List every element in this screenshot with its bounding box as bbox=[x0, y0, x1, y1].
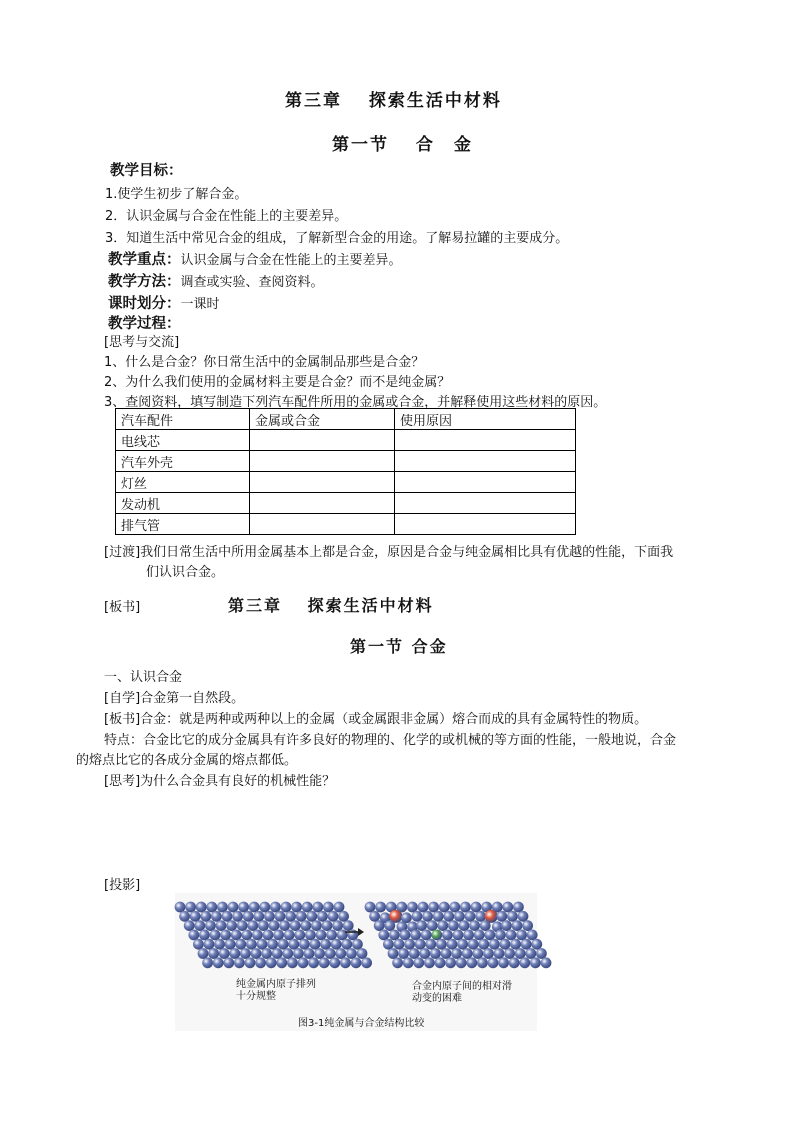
pure-metal-atom bbox=[270, 902, 281, 913]
alloy-atom bbox=[474, 930, 485, 941]
pure-metal-atom bbox=[317, 911, 328, 922]
alloy-atom bbox=[404, 939, 415, 950]
method-text: 调查或实验、查阅资料。 bbox=[180, 275, 324, 290]
pure-metal-atom bbox=[278, 939, 289, 950]
alloy-atom bbox=[506, 930, 517, 941]
pure-metal-atom bbox=[241, 930, 252, 941]
pure-metal-atom bbox=[329, 957, 340, 968]
pure-metal-atom bbox=[196, 902, 207, 913]
alloy-atom bbox=[449, 902, 460, 913]
pure-metal-atom bbox=[322, 920, 333, 931]
goals-heading: 教学目标： bbox=[110, 163, 183, 179]
pure-metal-atom bbox=[298, 957, 309, 968]
projection-tag: [投影] bbox=[104, 878, 141, 893]
pure-metal-atom bbox=[228, 902, 239, 913]
alloy-atom bbox=[447, 939, 458, 950]
alloy-atom bbox=[500, 939, 511, 950]
section-title: 第一节 合 金 bbox=[332, 135, 473, 155]
definition-line: [板书]合金：就是两种或两种以上的金属（或金属跟非金属）熔合而成的具有金属特性的物质。 bbox=[104, 712, 648, 727]
pure-metal-atom bbox=[310, 939, 321, 950]
pure-metal-atom bbox=[357, 948, 368, 959]
alloy-atom bbox=[428, 902, 439, 913]
pure-metal-atom bbox=[352, 939, 363, 950]
pure-metal-atom bbox=[245, 957, 256, 968]
alloy-atom bbox=[422, 911, 433, 922]
alloy-atom bbox=[504, 948, 515, 959]
pure-metal-atom bbox=[304, 948, 315, 959]
alloy-atom bbox=[374, 920, 385, 931]
pure-metal-atom bbox=[273, 930, 284, 941]
pure-metal-atom bbox=[325, 948, 336, 959]
pure-metal-atom bbox=[300, 920, 311, 931]
pure-metal-atom bbox=[249, 902, 260, 913]
board-section-title: 第一节 合金 bbox=[350, 637, 448, 656]
alloy-atom bbox=[378, 930, 389, 941]
alloy-atom bbox=[456, 957, 467, 968]
alloy-atom bbox=[489, 939, 500, 950]
alloy-atom bbox=[442, 930, 453, 941]
pure-metal-atom bbox=[291, 902, 302, 913]
alloy-atom bbox=[451, 948, 462, 959]
alloy-atom bbox=[407, 902, 418, 913]
pure-metal-atom bbox=[276, 957, 287, 968]
alloy-atom bbox=[522, 920, 533, 931]
pure-metal-atom bbox=[308, 957, 319, 968]
alloy-atom bbox=[462, 948, 473, 959]
alloy-atom bbox=[507, 911, 518, 922]
hours-label: 课时划分： bbox=[108, 296, 181, 312]
content-heading: 一、认识合金 bbox=[104, 670, 183, 685]
pure-metal-atom bbox=[320, 939, 331, 950]
alloy-atom bbox=[365, 902, 376, 913]
goal-item-1: 1.使学生初步了解合金。 bbox=[105, 187, 248, 202]
alloy-atom bbox=[398, 948, 409, 959]
alloy-atom bbox=[475, 911, 486, 922]
pure-metal-atom bbox=[296, 911, 307, 922]
alloy-atom bbox=[412, 911, 423, 922]
alloy-atom bbox=[510, 939, 521, 950]
alloy-atom bbox=[430, 948, 441, 959]
alloy-atom bbox=[445, 957, 456, 968]
pure-metal-atom bbox=[194, 920, 205, 931]
pure-metal-atom bbox=[193, 939, 204, 950]
alloy-atom bbox=[409, 948, 420, 959]
alloy-atom bbox=[424, 957, 435, 968]
pure-metal-atom bbox=[211, 911, 222, 922]
alloy-atom bbox=[448, 920, 459, 931]
alloy-atom bbox=[488, 957, 499, 968]
alloy-atom bbox=[383, 939, 394, 950]
arrow-head-icon bbox=[358, 928, 364, 936]
goal-item-3: 3．知道生活中常见合金的组成，了解新型合金的用途。了解易拉罐的主要成分。 bbox=[105, 231, 569, 246]
question-2: 2、为什么我们使用的金属材料主要是合金？而不是纯金属？ bbox=[104, 375, 451, 390]
pure-metal-atom bbox=[332, 920, 343, 931]
pure-metal-atom bbox=[206, 902, 217, 913]
pure-metal-atom bbox=[311, 920, 322, 931]
pure-metal-atom bbox=[175, 902, 186, 913]
alloy-atom bbox=[496, 911, 507, 922]
think-question: [思考]为什么合金具有良好的机械性能？ bbox=[104, 774, 336, 789]
alloy-atom bbox=[433, 911, 444, 922]
alloy-atom bbox=[437, 920, 448, 931]
pure-metal-atom bbox=[243, 911, 254, 922]
pure-metal-atom bbox=[237, 920, 248, 931]
pure-metal-atom bbox=[281, 902, 292, 913]
pure-metal-atom bbox=[246, 939, 257, 950]
pure-metal-atom bbox=[229, 948, 240, 959]
pure-metal-atom bbox=[316, 930, 327, 941]
alloy-atom bbox=[466, 957, 477, 968]
alloy-atom bbox=[472, 948, 483, 959]
pure-metal-atom bbox=[293, 948, 304, 959]
alloy-atom bbox=[513, 902, 524, 913]
alloy-atom bbox=[478, 939, 489, 950]
pure-metal-atom bbox=[328, 911, 339, 922]
pure-metal-atom bbox=[305, 930, 316, 941]
pure-metal-atom bbox=[231, 930, 242, 941]
pure-metal-atom bbox=[259, 902, 270, 913]
pure-metal-atom bbox=[288, 939, 299, 950]
alloy-atom bbox=[460, 902, 471, 913]
alloy-atom bbox=[410, 930, 421, 941]
alloy-atom bbox=[369, 911, 380, 922]
pure-metal-atom bbox=[258, 920, 269, 931]
pure-metal-atom bbox=[217, 902, 228, 913]
alloy-atom bbox=[415, 939, 426, 950]
pure-metal-atom bbox=[253, 911, 264, 922]
pure-metal-atom bbox=[214, 939, 225, 950]
alloy-atom bbox=[501, 920, 512, 931]
alloy-atom bbox=[465, 911, 476, 922]
alloy-atom bbox=[421, 930, 432, 941]
alloy-atom bbox=[484, 930, 495, 941]
feature-line-1: 特点：合金比它的成分金属具有许多良好的物理的、化学的或机械的等方面的性能，一般地说，合金 bbox=[104, 733, 677, 748]
figure-caption: 图3-1纯金属与合金结构比较 bbox=[298, 1018, 425, 1029]
pure-metal-atom bbox=[341, 939, 352, 950]
pure-metal-atom bbox=[247, 920, 258, 931]
alloy-atom bbox=[471, 902, 482, 913]
feature-line-2: 的熔点比它的各成分金属的熔点都低。 bbox=[76, 753, 298, 768]
pure-metal-atom bbox=[213, 957, 224, 968]
pure-metal-atom bbox=[335, 948, 346, 959]
alloy-atom bbox=[419, 948, 430, 959]
table-cell: 发动机 bbox=[116, 493, 250, 514]
pure-metal-atom bbox=[351, 957, 362, 968]
pure-metal-atom bbox=[219, 948, 230, 959]
alloy-atom bbox=[454, 911, 465, 922]
table-cell: 电线芯 bbox=[116, 430, 250, 451]
alloy-atom bbox=[527, 930, 538, 941]
pure-metal-atom bbox=[263, 930, 274, 941]
chapter-title: 第三章 探索生活中材料 bbox=[285, 91, 502, 111]
pure-metal-atom bbox=[272, 948, 283, 959]
pure-metal-atom bbox=[284, 930, 295, 941]
alloy-atom bbox=[468, 939, 479, 950]
alloy-atom bbox=[439, 902, 450, 913]
alloy-atom bbox=[518, 911, 529, 922]
alloy-atom bbox=[413, 957, 424, 968]
key-point-label: 教学重点： bbox=[108, 252, 181, 268]
pure-metal-atom bbox=[257, 939, 268, 950]
pure-metal-atom bbox=[290, 920, 301, 931]
alloy-atom bbox=[483, 948, 494, 959]
alloy-atom bbox=[416, 920, 427, 931]
pure-metal-atom bbox=[343, 920, 354, 931]
left-caption-2: 十分规整 bbox=[236, 991, 276, 1002]
pure-metal-atom bbox=[204, 939, 215, 950]
pure-metal-atom bbox=[232, 911, 243, 922]
pure-metal-atom bbox=[198, 948, 209, 959]
alloy-atom bbox=[403, 957, 414, 968]
alloy-atom bbox=[521, 939, 532, 950]
pure-metal-atom bbox=[266, 957, 277, 968]
pure-metal-atom bbox=[287, 957, 298, 968]
alloy-atom bbox=[457, 939, 468, 950]
pure-metal-atom bbox=[185, 902, 196, 913]
right-caption-1: 合金内原子间的相对滑 bbox=[412, 981, 512, 992]
table-header-cell: 使用原因 bbox=[395, 409, 576, 430]
alloy-atom bbox=[502, 902, 513, 913]
pure-metal-atom bbox=[240, 948, 251, 959]
hours-text: 一课时 bbox=[180, 297, 220, 312]
alloy-atom bbox=[494, 948, 505, 959]
pure-metal-atom bbox=[285, 911, 296, 922]
pure-metal-atom bbox=[223, 957, 234, 968]
pure-metal-atom bbox=[319, 957, 330, 968]
alloy-atom bbox=[443, 911, 454, 922]
pure-metal-atom bbox=[306, 911, 317, 922]
alloy-atom bbox=[400, 930, 411, 941]
table-cell: 汽车外壳 bbox=[116, 451, 250, 472]
pure-metal-atom bbox=[302, 902, 313, 913]
board-chapter-title: 第三章 探索生活中材料 bbox=[228, 596, 434, 615]
pure-metal-atom bbox=[337, 930, 348, 941]
board-tag: [板书] bbox=[104, 600, 141, 615]
pure-metal-atom bbox=[190, 911, 201, 922]
pure-metal-atom bbox=[179, 911, 190, 922]
alloy-atom bbox=[441, 948, 452, 959]
alloy-atom bbox=[418, 902, 429, 913]
pure-metal-atom bbox=[251, 948, 262, 959]
alloy-atom bbox=[512, 920, 523, 931]
key-point-text: 认识金属与合金在性能上的主要差异。 bbox=[180, 253, 402, 268]
alloy-atom bbox=[425, 939, 436, 950]
pure-metal-atom bbox=[200, 911, 211, 922]
self-study-line: [自学]合金第一自然段。 bbox=[104, 691, 245, 706]
alloy-atom bbox=[536, 948, 547, 959]
alloy-atom bbox=[427, 920, 438, 931]
alloy-atom bbox=[519, 957, 530, 968]
alloy-atom bbox=[530, 957, 541, 968]
goal-item-2: 2．认识金属与合金在性能上的主要差异。 bbox=[105, 209, 348, 224]
pure-metal-atom bbox=[205, 920, 216, 931]
pure-metal-atom bbox=[216, 920, 227, 931]
table-header-cell: 金属或合金 bbox=[250, 409, 395, 430]
pure-metal-atom bbox=[326, 930, 337, 941]
pure-metal-atom bbox=[222, 911, 233, 922]
alloy-atom bbox=[435, 957, 446, 968]
pure-metal-atom bbox=[275, 911, 286, 922]
pure-metal-atom bbox=[299, 939, 310, 950]
pure-metal-atom bbox=[314, 948, 325, 959]
pure-metal-atom bbox=[269, 920, 280, 931]
pure-metal-atom bbox=[202, 957, 213, 968]
alloy-atom bbox=[515, 948, 526, 959]
process-label: 教学过程： bbox=[108, 316, 181, 332]
alloy-atom bbox=[469, 920, 480, 931]
pure-metal-atom bbox=[220, 930, 231, 941]
alloy-atom bbox=[392, 957, 403, 968]
alloy-atom bbox=[459, 920, 470, 931]
pure-metal-atom bbox=[210, 930, 221, 941]
alloy-atom bbox=[453, 930, 464, 941]
alloy-atom bbox=[480, 920, 491, 931]
pure-metal-atom bbox=[331, 939, 342, 950]
alloy-atom bbox=[477, 957, 488, 968]
pure-metal-atom bbox=[235, 939, 246, 950]
pure-metal-atom bbox=[184, 920, 195, 931]
pure-metal-atom bbox=[188, 930, 199, 941]
alloy-atom bbox=[541, 957, 552, 968]
pure-metal-atom bbox=[334, 902, 345, 913]
alloy-atom bbox=[384, 920, 395, 931]
pure-metal-atom bbox=[279, 920, 290, 931]
pure-metal-atom bbox=[346, 948, 357, 959]
pure-metal-atom bbox=[340, 957, 351, 968]
left-caption-1: 纯金属内原子排列 bbox=[236, 979, 316, 990]
pure-metal-atom bbox=[361, 957, 372, 968]
transition-line-2: 们认识合金。 bbox=[146, 565, 225, 580]
pure-metal-atom bbox=[255, 957, 266, 968]
pure-metal-atom bbox=[261, 948, 272, 959]
pure-metal-atom bbox=[226, 920, 237, 931]
pure-metal-atom bbox=[208, 948, 219, 959]
table-cell: 灯丝 bbox=[116, 472, 250, 493]
pure-metal-atom bbox=[294, 930, 305, 941]
pure-metal-atom bbox=[267, 939, 278, 950]
alloy-atom-green bbox=[431, 930, 442, 941]
pure-metal-atom bbox=[338, 911, 349, 922]
pure-metal-atom bbox=[252, 930, 263, 941]
question-3: 3、查阅资料，填写制造下列汽车配件所用的金属或合金，并解释使用这些材料的原因。 bbox=[104, 395, 607, 410]
alloy-atom bbox=[525, 948, 536, 959]
alloy-atom bbox=[516, 930, 527, 941]
pure-metal-atom bbox=[312, 902, 323, 913]
alloy-atom bbox=[389, 930, 400, 941]
pure-metal-atom bbox=[234, 957, 245, 968]
pure-metal-atom bbox=[347, 930, 358, 941]
alloy-atom bbox=[394, 939, 405, 950]
method-label: 教学方法： bbox=[108, 274, 181, 290]
alloy-atom bbox=[531, 939, 542, 950]
pure-metal-atom bbox=[238, 902, 249, 913]
pure-metal-atom bbox=[225, 939, 236, 950]
question-1: 1、什么是合金？你日常生活中的金属制品那些是合金？ bbox=[104, 355, 425, 370]
alloy-atom bbox=[388, 948, 399, 959]
alloy-atom bbox=[498, 957, 509, 968]
pure-metal-atom bbox=[282, 948, 293, 959]
alloy-atom bbox=[375, 902, 386, 913]
alloy-atom bbox=[463, 930, 474, 941]
pure-metal-atom bbox=[199, 930, 210, 941]
pure-metal-atom bbox=[323, 902, 334, 913]
pure-metal-atom bbox=[264, 911, 275, 922]
alloy-atom bbox=[509, 957, 520, 968]
think-exchange-tag: [思考与交流] bbox=[104, 335, 180, 350]
transition-line-1: [过渡]我们日常生活中所用金属基本上都是合金，原因是合金与纯金属相比具有优越的性能，下面我 bbox=[104, 545, 674, 560]
alloy-atom bbox=[436, 939, 447, 950]
alloy-atom bbox=[495, 930, 506, 941]
table-cell: 排气管 bbox=[116, 514, 250, 535]
right-caption-2: 动变的困难 bbox=[412, 993, 462, 1004]
table-header-cell: 汽车配件 bbox=[116, 409, 250, 430]
